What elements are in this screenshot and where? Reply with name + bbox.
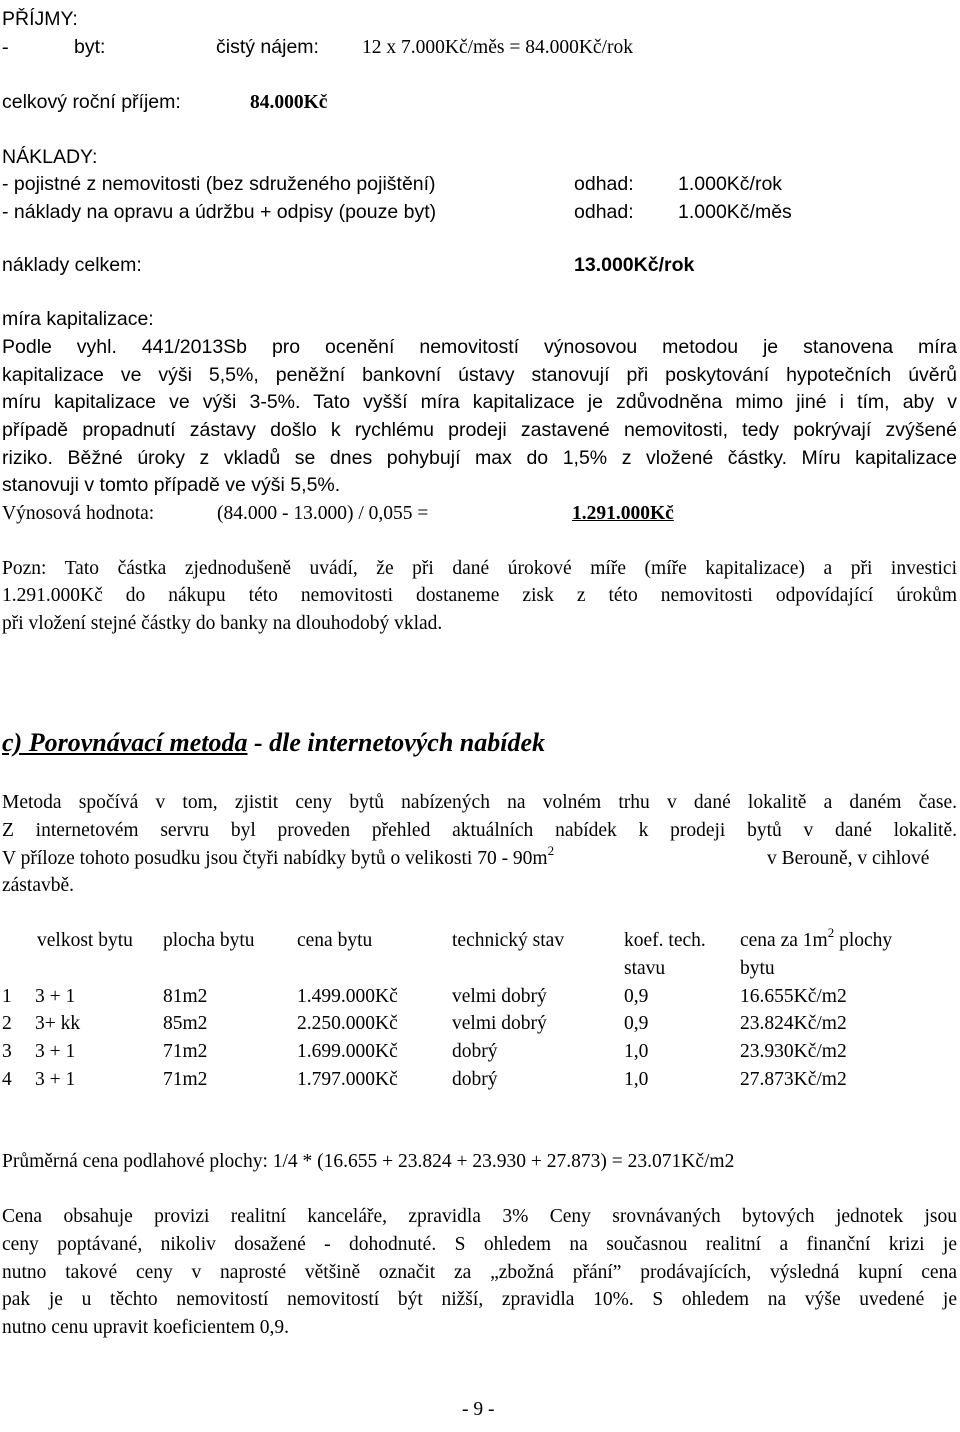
income-total-value: 84.000Kč <box>250 92 328 113</box>
costs-total-label: náklady celkem: <box>2 254 142 276</box>
rent-calc: 12 x 7.000Kč/měs = 84.000Kč/rok <box>362 37 633 58</box>
note-line: při vložení stejné částky do banky na dlouhodobý vklad. <box>2 613 443 634</box>
table-header-cell: cena bytu <box>297 930 373 951</box>
table-cell: 2.250.000Kč <box>297 1013 398 1034</box>
average-price: Průměrná cena podlahové plochy: 1/4 * (16.655 + 23.824 + 23.930 + 27.873) = 23.071Kč/m2 <box>2 1151 735 1172</box>
closing-line: nutno takové ceny v naprosté většině označit za „zbožná přání” prodávajících, výsledná kupní cena <box>2 1262 957 1283</box>
table-header-cell: plocha bytu <box>163 930 255 951</box>
heading-prefix: c) Porovnávací metoda <box>2 728 248 757</box>
income-total-label: celkový roční příjem: <box>2 91 181 113</box>
table-cell: 71m2 <box>163 1069 208 1090</box>
intro-line: v Berouně, v cihlové <box>767 848 930 869</box>
table-cell: 16.655Kč/m2 <box>740 986 847 1007</box>
cap-rate-line: případě propadnutí zástavy došlo k rychlému prodeji zastavené nemovitosti, tedy pokrývají zvýšené <box>2 419 957 441</box>
table-cell: 81m2 <box>163 986 208 1007</box>
closing-line: Cena obsahuje provizi realitní kanceláře, zpravidla 3% Ceny srovnávaných bytových jednotek jsou <box>2 1206 957 1227</box>
intro-line: Metoda spočívá v tom, zjistit ceny bytů nabízených na volném trhu v dané lokalitě a daném čase. <box>2 792 957 813</box>
header-text: plochy <box>839 930 893 951</box>
table-cell: dobrý <box>452 1041 498 1062</box>
costs-title: NÁKLADY: <box>2 146 98 168</box>
page-number: - 9 - <box>462 1399 495 1420</box>
rent-label: čistý nájem: <box>216 36 319 58</box>
table-header-cell: koef. tech. <box>624 930 706 951</box>
cap-rate-line: stanovuji v tomto případě ve výši 5,5%. <box>2 474 341 496</box>
table-cell: velmi dobrý <box>452 986 547 1007</box>
heading-suffix: - dle internetových nabídek <box>247 728 546 757</box>
intro-line: Z internetovém servru byl proveden přehled aktuálních nabídek k prodeji bytů v dané lokalitě. <box>2 820 957 841</box>
table-header-cell: bytu <box>740 958 775 979</box>
table-cell: 1.797.000Kč <box>297 1069 398 1090</box>
closing-line: nutno cenu upravit koeficientem 0,9. <box>2 1317 289 1338</box>
section-heading <box>2 730 545 756</box>
yield-formula: (84.000 - 13.000) / 0,055 = <box>217 503 429 524</box>
table-cell: 3 + 1 <box>35 986 76 1007</box>
table-cell: 0,9 <box>624 1013 649 1034</box>
table-cell: 85m2 <box>163 1013 208 1034</box>
yield-value: 1.291.000Kč <box>572 503 674 524</box>
table-cell: 71m2 <box>163 1041 208 1062</box>
table-cell: 27.873Kč/m2 <box>740 1069 847 1090</box>
cost-item-type: odhad: <box>574 173 634 195</box>
table-header-cell <box>740 925 893 951</box>
table-header-cell: velkost bytu <box>37 930 133 951</box>
table-cell: 3+ kk <box>35 1013 81 1034</box>
table-cell: 4 <box>2 1069 12 1090</box>
closing-line: ceny poptávané, nikoliv dosažené - dohodnuté. S ohledem na současnou realitní a finanční krizi je <box>2 1234 957 1255</box>
cost-item-value: 1.000Kč/měs <box>678 201 792 223</box>
table-cell: 3 <box>2 1041 12 1062</box>
intro-line: zástavbě. <box>2 875 75 896</box>
cap-rate-line: kapitalizace ve výši 5,5%, peněžní bankovní ústavy stanovují při poskytování hypotečních úvěrů <box>2 364 957 386</box>
table-cell: 1.499.000Kč <box>297 986 398 1007</box>
cost-item-type: odhad: <box>574 201 634 223</box>
income-dash: - <box>2 37 9 58</box>
table-header-cell: stavu <box>624 958 666 979</box>
table-cell: velmi dobrý <box>452 1013 547 1034</box>
table-cell: 3 + 1 <box>35 1041 76 1062</box>
cap-rate-line: riziko. Běžné úroky z vkladů se dnes pohybují max do 1,5% z vložené částky. Míru kapitalizace <box>2 447 957 469</box>
note-line: Pozn: Tato částka zjednodušeně uvádí, že při dané úrokové míře (míře kapitalizace) a při investici <box>2 558 957 579</box>
income-title: PŘÍJMY: <box>2 8 78 30</box>
table-cell: 2 <box>2 1013 12 1034</box>
header-sup: 2 <box>827 925 835 940</box>
table-cell: 23.824Kč/m2 <box>740 1013 847 1034</box>
cap-rate-line: míru kapitalizace ve výši 3-5%. Tato vyšší míra kapitalizace je zdůvodněna mimo jiné i tím, aby v <box>2 391 957 413</box>
closing-line: pak je u těchto nemovitostí nemovitostí být nižší, zpravidla 10%. S ohledem na výše uvedené je <box>2 1289 957 1310</box>
cap-rate-line: Podle vyhl. 441/2013Sb pro ocenění nemovitostí výnosovou metodou je stanovena míra <box>2 336 957 358</box>
cap-rate-title: míra kapitalizace: <box>2 308 154 330</box>
income-item: byt: <box>74 36 106 58</box>
intro-sup: 2 <box>547 843 555 858</box>
costs-total-value: 13.000Kč/rok <box>574 254 695 276</box>
header-text: cena za 1m <box>740 930 828 951</box>
cost-item-label: - pojistné z nemovitosti (bez sdruženého pojištění) <box>2 173 436 195</box>
table-cell: 3 + 1 <box>35 1069 76 1090</box>
note-line: 1.291.000Kč do nákupu této nemovitosti dostaneme zisk z této nemovitosti odpovídající úrokům <box>2 585 957 606</box>
cost-item-label: - náklady na opravu a údržbu + odpisy (pouze byt) <box>2 201 437 223</box>
table-cell: dobrý <box>452 1069 498 1090</box>
table-cell: 1 <box>2 986 12 1007</box>
table-cell: 1,0 <box>624 1069 649 1090</box>
intro-line <box>2 843 555 869</box>
table-cell: 0,9 <box>624 986 649 1007</box>
table-cell: 1.699.000Kč <box>297 1041 398 1062</box>
table-header-cell: technický stav <box>452 930 565 951</box>
yield-label: Výnosová hodnota: <box>2 503 155 524</box>
intro-text: V příloze tohoto posudku jsou čtyři nabídky bytů o velikosti 70 - 90m <box>2 848 548 869</box>
table-cell: 23.930Kč/m2 <box>740 1041 847 1062</box>
table-cell: 1,0 <box>624 1041 649 1062</box>
cost-item-value: 1.000Kč/rok <box>678 173 783 195</box>
